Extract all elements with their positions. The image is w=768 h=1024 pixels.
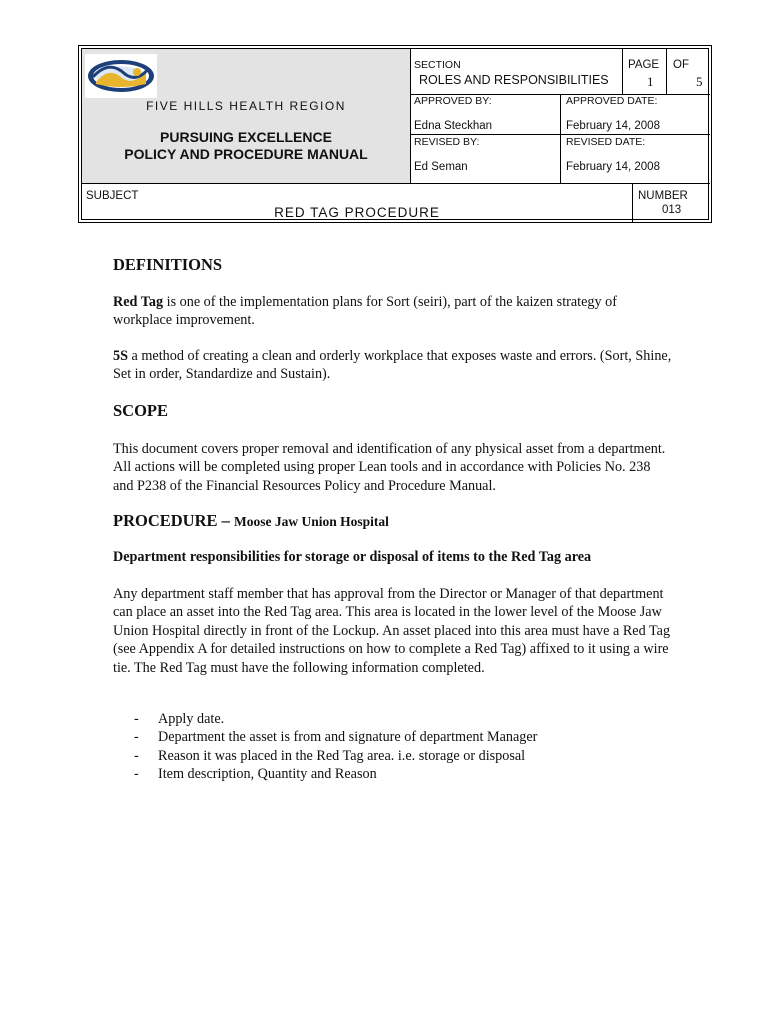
- subject-label: SUBJECT: [86, 190, 139, 202]
- approved-by-label: APPROVED BY:: [414, 95, 492, 107]
- list-item: [113, 710, 537, 728]
- 5s-text: a method of creating a clean and orderly workplace that exposes waste and errors. (Sort, Shine, Set in order, Standardize and Sustain).: [113, 348, 672, 383]
- red-tag-definition: [113, 293, 673, 330]
- 5s-definition: [113, 347, 673, 384]
- list-item-text: Apply date.: [158, 711, 225, 727]
- 5s-term: 5S: [113, 348, 128, 364]
- dash-bullet: -: [134, 766, 139, 783]
- list-item-text: Department the asset is from and signature of department Manager: [158, 729, 538, 746]
- procedure-heading-label: PROCEDURE –: [113, 511, 235, 530]
- section-value: ROLES AND RESPONSIBILITIES: [419, 73, 609, 87]
- list-item: [113, 747, 537, 765]
- number-value: 013: [662, 204, 682, 216]
- page-number: 1: [647, 74, 654, 89]
- page-label: PAGE: [628, 59, 660, 71]
- dash-bullet: -: [134, 747, 139, 764]
- procedure-location: Moose Jaw Union Hospital: [234, 514, 389, 529]
- of-label: OF: [673, 59, 689, 71]
- required-info-list: [113, 710, 537, 784]
- organization-panel: [82, 49, 411, 183]
- subject-value: RED TAG PROCEDURE: [274, 205, 440, 220]
- procedure-heading: [113, 511, 389, 531]
- list-item-text: Item description, Quantity and Reason: [158, 766, 377, 783]
- manual-title-line2: POLICY AND PROCEDURE MANUAL: [124, 146, 368, 162]
- scope-text: This document covers proper removal and identification of any physical asset from a department. All actions will be completed using proper Lean tools and in accordance with Policies No. 238 and P238 of the Financial Resources Policy and Procedure Manual.: [113, 441, 666, 494]
- list-item: [113, 765, 537, 783]
- section-label: SECTION: [414, 59, 461, 71]
- revised-by-label: REVISED BY:: [414, 136, 480, 148]
- revised-date-value: February 14, 2008: [566, 161, 660, 173]
- revised-by-value: Ed Seman: [414, 161, 468, 173]
- list-item: [113, 728, 537, 746]
- red-tag-term: Red Tag: [113, 294, 164, 310]
- scope-heading: SCOPE: [113, 401, 169, 420]
- approved-date-label: APPROVED DATE:: [566, 95, 658, 107]
- document-header: [78, 45, 712, 223]
- manual-title-line1: PURSUING EXCELLENCE: [160, 129, 332, 145]
- organization-name: FIVE HILLS HEALTH REGION: [146, 99, 346, 113]
- dash-bullet: -: [134, 711, 139, 727]
- procedure-subheading: Department responsibilities for storage or disposal of items to the Red Tag area: [113, 549, 592, 565]
- procedure-text: Any department staff member that has approval from the Director or Manager of that department can place an asset into the Red Tag area. This area is located in the lower level of the Moose Jaw Union Hospital directly in front of the Lockup. An asset placed into this area must have a Red Tag (see Appendix A for detailed instructions on how to complete a Red Tag) affixed to it using a wire tie. The Red Tag must have the following information completed.: [113, 586, 671, 676]
- definitions-heading: DEFINITIONS: [113, 255, 223, 274]
- revised-date-label: REVISED DATE:: [566, 136, 646, 148]
- list-item-text: Reason it was placed in the Red Tag area. i.e. storage or disposal: [158, 747, 526, 764]
- total-pages: 5: [696, 74, 703, 89]
- approved-date-value: February 14, 2008: [566, 120, 660, 132]
- red-tag-text: is one of the implementation plans for Sort (seiri), part of the kaizen strategy of workplace improvement.: [113, 294, 617, 329]
- number-label: NUMBER: [638, 190, 688, 202]
- dash-bullet: -: [134, 729, 139, 746]
- approved-by-value: Edna Steckhan: [414, 120, 493, 132]
- region-logo: [85, 54, 157, 98]
